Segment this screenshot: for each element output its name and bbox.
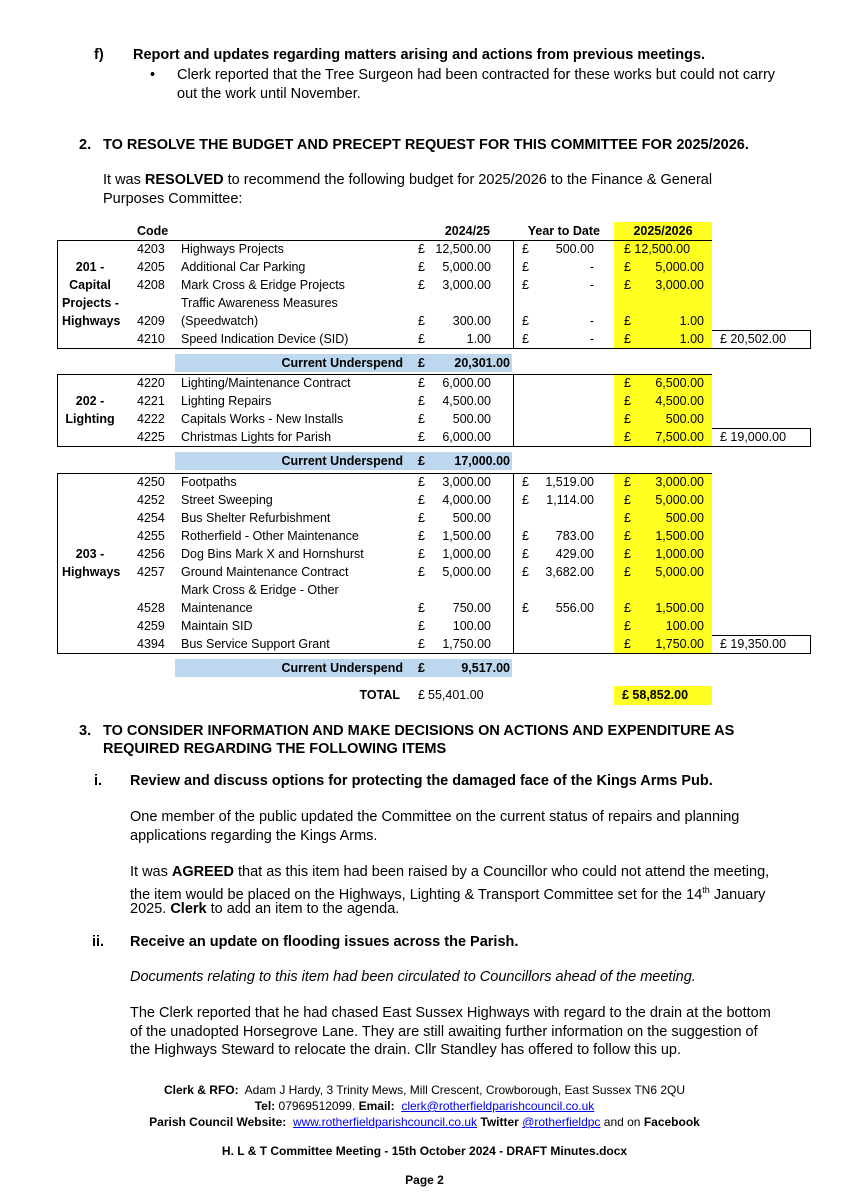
row-value-2025: 7,500.00 xyxy=(655,430,704,444)
item-ii-p-line2: of the unadopted Horsegrove Lane. They are still awaiting further information on the suggestion of xyxy=(130,1024,758,1040)
item-ii-p-line3: the Highways Steward to relocate the drain. Cllr Standley has offered to follow this up. xyxy=(130,1042,682,1058)
row-currency-2024: £ xyxy=(418,376,425,390)
row-desc: Maintenance xyxy=(181,601,253,615)
group-border-bottom xyxy=(57,446,811,447)
row-desc: Additional Car Parking xyxy=(181,260,306,274)
row-value-2025: 100.00 xyxy=(665,619,704,633)
row-currency-2024: £ xyxy=(418,332,425,346)
underspend-currency: £ xyxy=(418,454,425,468)
row-desc: Maintain SID xyxy=(181,619,253,633)
row-currency-2024: £ xyxy=(418,430,425,444)
underspend-label: Current Underspend xyxy=(281,356,403,370)
row-value-2025: 500.00 xyxy=(665,412,704,426)
grand-total-2024: 55,401.00 xyxy=(428,688,484,702)
row-currency-2024: £ xyxy=(418,493,425,507)
p2-agreed: AGREED xyxy=(171,864,234,880)
row-value-2024: 5,000.00 xyxy=(442,565,491,579)
section3-heading-line1: TO CONSIDER INFORMATION AND MAKE DECISIONS ON ACTIONS AND EXPENDITURE AS xyxy=(103,723,735,739)
row-currency-2024: £ xyxy=(418,314,425,328)
row-currency-2024: £ xyxy=(418,511,425,525)
p2-line3-post: to add an item to the agenda. xyxy=(210,901,400,917)
row-currency-ytd: £ xyxy=(522,278,529,292)
footer-doc-name: H. L & T Committee Meeting - 15th October 2024 - DRAFT Minutes.docx xyxy=(221,1144,628,1158)
row-value-2024: 1,000.00 xyxy=(442,547,491,561)
footer-website-link[interactable]: www.rotherfieldparishcouncil.co.uk xyxy=(292,1115,478,1129)
row-currency-2025: £ xyxy=(624,475,631,489)
row-currency-2025: £ xyxy=(624,619,631,633)
grand-total-currency: £ xyxy=(418,688,425,702)
row-value-2025: 500.00 xyxy=(665,511,704,525)
row-value-ytd: 3,682.00 xyxy=(545,565,594,579)
row-currency-ytd: £ xyxy=(522,332,529,346)
row-currency-2024: £ xyxy=(418,242,425,256)
row-value-2025: 1,500.00 xyxy=(655,601,704,615)
row-currency-ytd: £ xyxy=(522,242,529,256)
row-value-2024: 3,000.00 xyxy=(442,278,491,292)
row-value-ytd: - xyxy=(589,278,594,292)
p2-clerk: Clerk xyxy=(170,901,207,917)
row-currency-2025: £ xyxy=(624,529,631,543)
footer-tel-label: Tel: xyxy=(254,1099,276,1113)
p2-line3-pre: 2025. xyxy=(130,901,167,917)
row-value-2024: 500.00 xyxy=(452,412,491,426)
row-value-ytd: - xyxy=(589,260,594,274)
row-currency-2025: £ xyxy=(624,278,631,292)
group-label: 202 - xyxy=(75,394,105,408)
row-highlight xyxy=(614,294,712,312)
footer-tel: 07969512099. xyxy=(278,1099,356,1113)
footer-twitter-link[interactable]: @rotherfieldpc xyxy=(522,1115,601,1129)
group-border-bottom xyxy=(57,348,811,349)
row-code: 4256 xyxy=(137,547,165,561)
group-border-left xyxy=(57,374,58,446)
row-currency-2025: £ xyxy=(624,314,631,328)
row-currency-2025: £ xyxy=(624,511,631,525)
row-desc: Dog Bins Mark X and Hornshurst xyxy=(181,547,364,561)
row-desc-pre: Mark Cross & Eridge - Other xyxy=(181,583,339,597)
row-currency-2024: £ xyxy=(418,565,425,579)
row-currency-ytd: £ xyxy=(522,475,529,489)
row-code: 4252 xyxy=(137,493,165,507)
group-total: £ 20,502.00 xyxy=(720,332,787,346)
item-f-label: f) xyxy=(94,47,104,63)
underspend-label: Current Underspend xyxy=(281,661,403,675)
row-value-2025: £ 12,500.00 xyxy=(624,242,691,256)
row-currency-2025: £ xyxy=(624,376,631,390)
row-currency-ytd: £ xyxy=(522,601,529,615)
row-currency-2024: £ xyxy=(418,412,425,426)
row-value-2025: 3,000.00 xyxy=(655,475,704,489)
row-code: 4255 xyxy=(137,529,165,543)
row-highlight xyxy=(614,581,712,599)
p2-line2-post: January xyxy=(713,886,766,903)
footer-contact xyxy=(0,1099,849,1114)
item-f-bullet-line2: out the work until November. xyxy=(177,86,361,102)
row-value-2025: 5,000.00 xyxy=(655,565,704,579)
group-total: £ 19,000.00 xyxy=(720,430,787,444)
row-code: 4205 xyxy=(137,260,165,274)
item-ii-title: Receive an update on flooding issues across the Parish. xyxy=(130,934,519,950)
row-value-2024: 4,000.00 xyxy=(442,493,491,507)
footer-clerk xyxy=(0,1083,849,1098)
row-value-2024: 1,500.00 xyxy=(442,529,491,543)
row-desc: Speed Indication Device (SID) xyxy=(181,332,349,346)
section2-number: 2. xyxy=(79,137,92,153)
row-currency-2024: £ xyxy=(418,619,425,633)
row-desc: Ground Maintenance Contract xyxy=(181,565,349,579)
row-code: 4257 xyxy=(137,565,165,579)
row-value-2025: 5,000.00 xyxy=(655,260,704,274)
row-desc: Mark Cross & Eridge Projects xyxy=(181,278,345,292)
row-code: 4250 xyxy=(137,475,165,489)
row-currency-2025: £ xyxy=(624,394,631,408)
group-divider xyxy=(513,473,514,653)
underspend-value: 9,517.00 xyxy=(461,661,510,675)
row-currency-ytd: £ xyxy=(522,314,529,328)
group-label: 201 - xyxy=(75,260,105,274)
row-code: 4210 xyxy=(137,332,165,346)
row-currency-ytd: £ xyxy=(522,493,529,507)
row-code: 4208 xyxy=(137,278,165,292)
section2-heading: TO RESOLVE THE BUDGET AND PRECEPT REQUEST FOR THIS COMMITTEE FOR 2025/2026. xyxy=(103,137,749,153)
group-border-left xyxy=(57,473,58,653)
row-currency-2025: £ xyxy=(624,430,631,444)
row-value-2024: 750.00 xyxy=(452,601,491,615)
row-desc: Christmas Lights for Parish xyxy=(181,430,332,444)
row-code: 4394 xyxy=(137,637,165,651)
row-code: 4254 xyxy=(137,511,165,525)
row-currency-2024: £ xyxy=(418,637,425,651)
row-code: 4221 xyxy=(137,394,165,408)
row-value-2025: 3,000.00 xyxy=(655,278,704,292)
row-code: 4528 xyxy=(137,601,165,615)
item-ii-label: ii. xyxy=(92,934,105,950)
row-value-2025: 6,500.00 xyxy=(655,376,704,390)
group-label: Capital xyxy=(69,278,111,292)
group-border-bottom xyxy=(57,653,811,654)
underspend-value: 17,000.00 xyxy=(454,454,510,468)
grand-total-2025: £ 58,852.00 xyxy=(622,688,689,702)
row-currency-ytd: £ xyxy=(522,547,529,561)
underspend-currency: £ xyxy=(418,356,425,370)
row-value-2025: 1,750.00 xyxy=(655,637,704,651)
row-desc-pre: Traffic Awareness Measures xyxy=(181,296,338,310)
section3-number: 3. xyxy=(79,723,92,739)
row-value-2024: 1,750.00 xyxy=(442,637,491,651)
underspend-currency: £ xyxy=(418,661,425,675)
row-currency-2025: £ xyxy=(624,260,631,274)
row-value-ytd: 783.00 xyxy=(555,529,594,543)
row-desc: Rotherfield - Other Maintenance xyxy=(181,529,359,543)
row-currency-2025: £ xyxy=(624,637,631,651)
group-total: £ 19,350.00 xyxy=(720,637,787,651)
row-value-2025: 4,500.00 xyxy=(655,394,704,408)
row-code: 4259 xyxy=(137,619,165,633)
group-border-top xyxy=(57,473,712,474)
item-i-p2-line1 xyxy=(130,863,798,881)
item-i-p1-line1: One member of the public updated the Committee on the current status of repairs and planning xyxy=(130,809,740,825)
row-value-2024: 12,500.00 xyxy=(435,242,491,256)
row-value-2024: 300.00 xyxy=(452,314,491,328)
row-code: 4209 xyxy=(137,314,165,328)
total-box-right xyxy=(810,428,811,446)
footer-email-label: Email: xyxy=(358,1099,395,1113)
row-currency-2024: £ xyxy=(418,547,425,561)
row-currency-2025: £ xyxy=(624,601,631,615)
section2-intro-line2: Purposes Committee: xyxy=(103,191,243,207)
footer-twitter-label: Twitter xyxy=(480,1115,519,1129)
row-currency-ytd: £ xyxy=(522,260,529,274)
row-value-2024: 6,000.00 xyxy=(442,376,491,390)
footer-email-link[interactable]: clerk@rotherfieldparishcouncil.co.uk xyxy=(401,1099,595,1113)
row-currency-2024: £ xyxy=(418,260,425,274)
row-value-ytd: - xyxy=(589,332,594,346)
row-value-2025: 1.00 xyxy=(679,314,704,328)
row-value-2024: 5,000.00 xyxy=(442,260,491,274)
item-f-title: Report and updates regarding matters arising and actions from previous meetings. xyxy=(133,47,706,63)
item-i-p2-line3 xyxy=(130,900,399,918)
intro-post: to recommend the following budget for 2025/2026 to the Finance & General xyxy=(227,172,713,188)
row-currency-2025: £ xyxy=(624,412,631,426)
row-currency-2024: £ xyxy=(418,601,425,615)
row-value-ytd: 429.00 xyxy=(555,547,594,561)
footer-facebook-text: and on xyxy=(603,1115,641,1129)
total-box-right xyxy=(810,635,811,653)
underspend-value: 20,301.00 xyxy=(454,356,510,370)
row-currency-2025: £ xyxy=(624,547,631,561)
row-desc: Street Sweeping xyxy=(181,493,273,507)
group-label: Highways xyxy=(62,565,121,579)
row-code: 4225 xyxy=(137,430,165,444)
grand-total-label: TOTAL xyxy=(359,688,400,702)
row-value-ytd: 556.00 xyxy=(555,601,594,615)
row-value-2024: 6,000.00 xyxy=(442,430,491,444)
item-i-title: Review and discuss options for protecting the damaged face of the Kings Arms Pub. xyxy=(130,773,713,789)
group-divider xyxy=(513,374,514,446)
intro-pre: It was xyxy=(103,172,141,188)
row-value-2025: 1,500.00 xyxy=(655,529,704,543)
row-currency-2025: £ xyxy=(624,493,631,507)
group-border-left xyxy=(57,240,58,348)
header-2024: 2024/25 xyxy=(444,224,490,238)
footer-web xyxy=(0,1115,849,1130)
row-desc: Footpaths xyxy=(181,475,237,489)
group-border-top xyxy=(57,240,712,241)
row-currency-2024: £ xyxy=(418,529,425,543)
group-label: Projects - xyxy=(62,296,119,310)
group-divider xyxy=(513,240,514,348)
section3-heading-line2: REQUIRED REGARDING THE FOLLOWING ITEMS xyxy=(103,741,447,757)
p2-line2-pre: the item would be placed on the Highways, Lighting & Transport Committee set for the 14 xyxy=(130,886,703,903)
row-desc: (Speedwatch) xyxy=(181,314,259,328)
header-code: Code xyxy=(137,224,169,238)
footer-clerk-address: Adam J Hardy, 3 Trinity Mews, Mill Crescent, Crowborough, East Sussex TN6 2QU xyxy=(244,1083,686,1097)
row-value-2025: 1.00 xyxy=(679,332,704,346)
item-i-p1-line2: applications regarding the Kings Arms. xyxy=(130,828,378,844)
item-ii-italic: Documents relating to this item had been circulated to Councillors ahead of the meeting. xyxy=(130,969,696,985)
row-value-ytd: 1,519.00 xyxy=(545,475,594,489)
row-value-2025: 1,000.00 xyxy=(655,547,704,561)
p2-sup: th xyxy=(702,885,710,895)
row-desc: Lighting/Maintenance Contract xyxy=(181,376,351,390)
row-value-ytd: 1,114.00 xyxy=(546,493,594,507)
bullet-icon: • xyxy=(150,67,156,83)
header-2025: 2025/2026 xyxy=(633,224,693,238)
item-ii-p-line1: The Clerk reported that he had chased East Sussex Highways with regard to the drain at the bottom xyxy=(130,1005,771,1021)
row-value-ytd: - xyxy=(589,314,594,328)
footer-website-label: Parish Council Website: xyxy=(149,1115,287,1129)
row-currency-2024: £ xyxy=(418,475,425,489)
row-value-2024: 1.00 xyxy=(466,332,491,346)
row-currency-2024: £ xyxy=(418,394,425,408)
row-currency-2025: £ xyxy=(624,332,631,346)
row-currency-ytd: £ xyxy=(522,565,529,579)
p2-pre: It was xyxy=(130,864,168,880)
intro-resolved: RESOLVED xyxy=(144,172,224,188)
row-value-2024: 100.00 xyxy=(452,619,491,633)
row-code: 4222 xyxy=(137,412,165,426)
row-currency-2025: £ xyxy=(624,565,631,579)
group-border-top xyxy=(57,374,712,375)
underspend-label: Current Underspend xyxy=(281,454,403,468)
group-label: 203 - xyxy=(75,547,105,561)
footer-facebook: Facebook xyxy=(643,1115,700,1129)
row-value-2024: 500.00 xyxy=(452,511,491,525)
header-ytd: Year to Date xyxy=(527,224,600,238)
footer-page-number: Page 2 xyxy=(405,1173,444,1187)
p2-post: that as this item had been raised by a Councillor who could not attend the meeting, xyxy=(237,864,770,880)
row-currency-ytd: £ xyxy=(522,529,529,543)
item-i-label: i. xyxy=(94,773,103,789)
row-desc: Highways Projects xyxy=(181,242,284,256)
row-value-2024: 4,500.00 xyxy=(442,394,491,408)
row-value-2024: 3,000.00 xyxy=(442,475,491,489)
total-box-right xyxy=(810,330,811,348)
row-code: 4220 xyxy=(137,376,165,390)
row-desc: Bus Shelter Refurbishment xyxy=(181,511,331,525)
group-label: Lighting xyxy=(65,412,115,426)
footer-clerk-label: Clerk & RFO: xyxy=(163,1083,239,1097)
group-label: Highways xyxy=(62,314,121,328)
row-value-ytd: 500.00 xyxy=(555,242,594,256)
row-value-2025: 5,000.00 xyxy=(655,493,704,507)
row-code: 4203 xyxy=(137,242,165,256)
row-desc: Lighting Repairs xyxy=(181,394,272,408)
row-desc: Bus Service Support Grant xyxy=(181,637,330,651)
item-f-bullet-line1: Clerk reported that the Tree Surgeon had been contracted for these works but could not carry xyxy=(177,67,776,83)
row-desc: Capitals Works - New Installs xyxy=(181,412,344,426)
row-currency-2024: £ xyxy=(418,278,425,292)
